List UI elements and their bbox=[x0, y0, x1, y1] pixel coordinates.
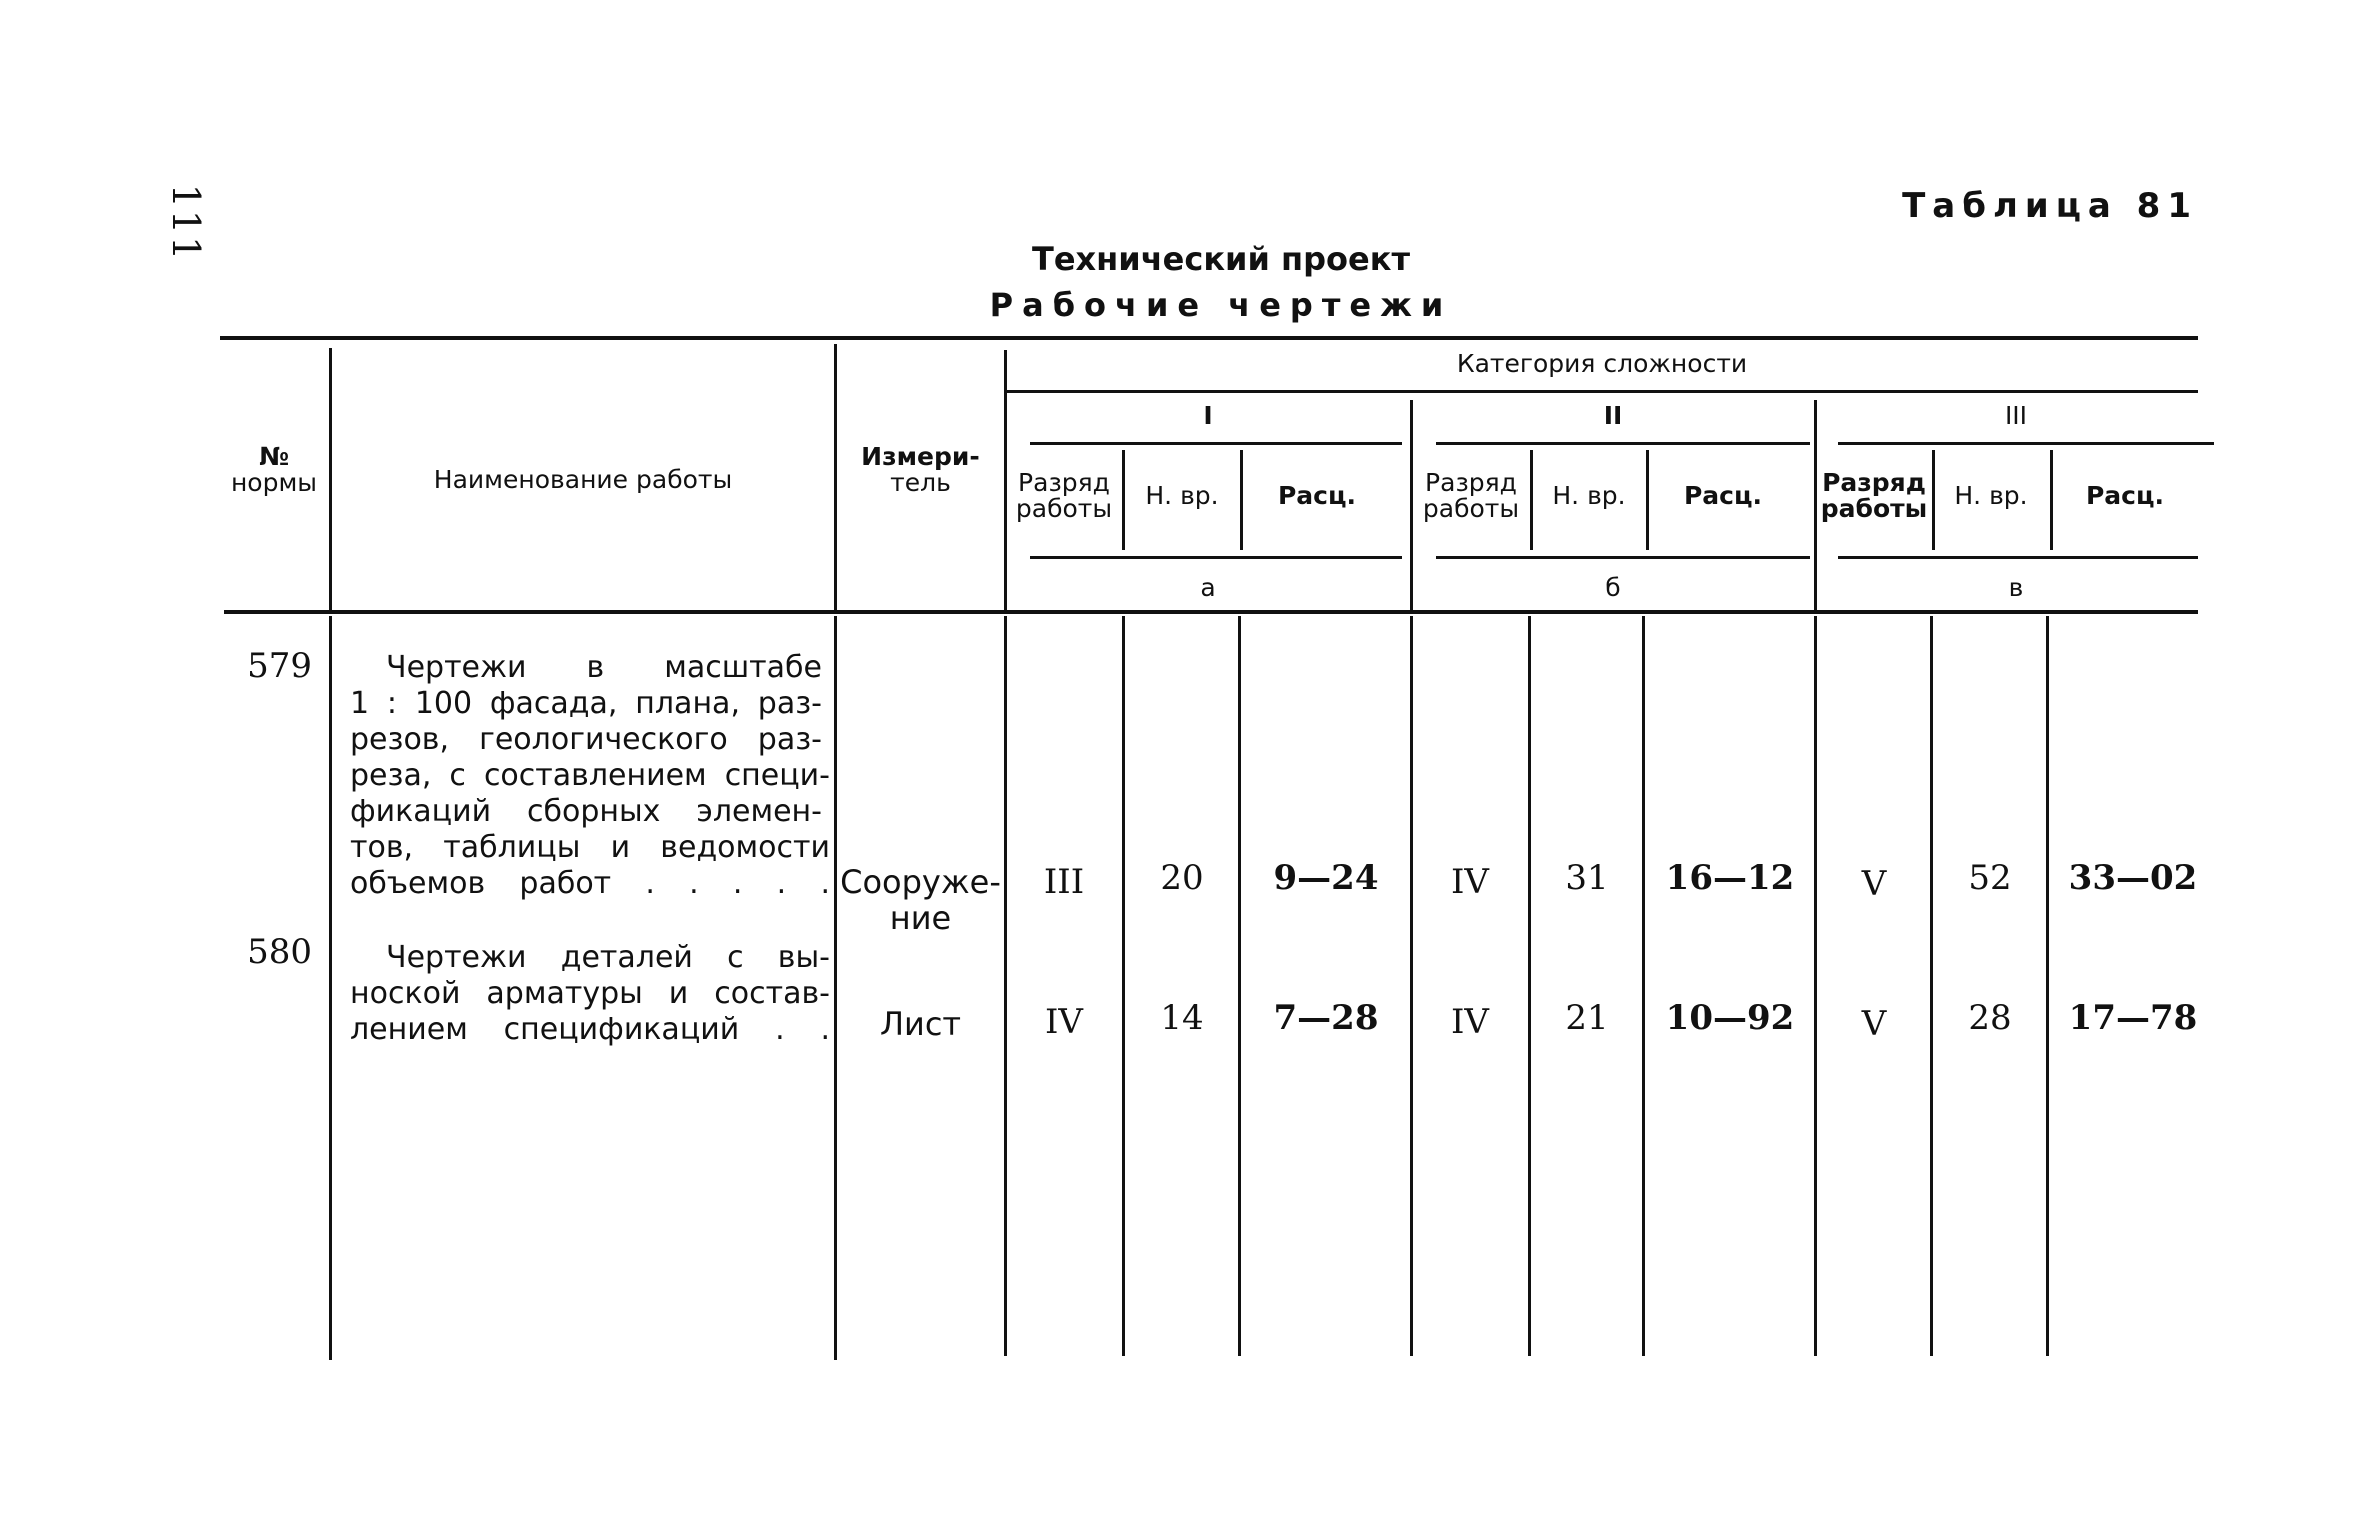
col-divider bbox=[329, 616, 332, 1360]
row-number: 579 bbox=[247, 646, 312, 686]
header-unit-line2: тель bbox=[890, 468, 951, 497]
col-divider bbox=[1930, 616, 1933, 1356]
description-line: Чертежи в масштабе bbox=[386, 650, 822, 685]
cat3-rule bbox=[1838, 442, 2214, 445]
header-grade bbox=[1006, 466, 1122, 526]
cat1-letter-rule bbox=[1030, 556, 1402, 559]
col-divider bbox=[1004, 616, 1007, 1356]
description-line: ноской арматуры и состав- bbox=[350, 976, 830, 1011]
unit-cell: Лист bbox=[879, 1005, 962, 1043]
header-unit bbox=[837, 440, 1004, 500]
header-letter-a: а bbox=[1200, 573, 1216, 602]
grade-cell: IV bbox=[1451, 862, 1489, 902]
header-grade-line2: работы bbox=[1422, 494, 1520, 523]
table-top-rule bbox=[220, 336, 2198, 340]
row-number: 580 bbox=[247, 932, 312, 972]
header-rate: Расц. bbox=[2085, 481, 2165, 510]
col-divider bbox=[1410, 616, 1413, 1356]
header-bottom-rule bbox=[224, 610, 2198, 614]
header-unit-line1: Измери- bbox=[861, 442, 980, 471]
header-category-2: II bbox=[1603, 401, 1623, 430]
rate-cell: 10—92 bbox=[1665, 998, 1795, 1038]
unit-cell bbox=[837, 864, 1004, 936]
page-number: 111 bbox=[164, 183, 208, 263]
rate-cell: 33—02 bbox=[2068, 858, 2198, 898]
description-line: Чертежи деталей с вы- bbox=[386, 940, 830, 975]
grade-cell: V bbox=[1861, 1004, 1887, 1044]
grade-cell: IV bbox=[1045, 1002, 1083, 1042]
header-grade-line2: работы bbox=[1015, 494, 1113, 523]
header-category-1: I bbox=[1203, 401, 1213, 430]
description-line: объемов работ . . . . . bbox=[350, 866, 830, 901]
time-norm-cell: 28 bbox=[1968, 998, 2012, 1038]
header-time-norm: Н. вр. bbox=[1954, 481, 2028, 510]
unit-line2: ние bbox=[889, 899, 952, 937]
header-time-norm: Н. вр. bbox=[1552, 481, 1626, 510]
description-line: реза, с составлением специ- bbox=[350, 758, 830, 793]
header-grade-line1: Разряд bbox=[1425, 468, 1517, 497]
time-norm-cell: 14 bbox=[1160, 998, 1204, 1038]
time-norm-cell: 20 bbox=[1160, 858, 1204, 898]
grade-cell: V bbox=[1861, 864, 1887, 904]
col-divider bbox=[834, 616, 837, 1360]
header-grade-line1: Разряд bbox=[1018, 468, 1110, 497]
header-rate: Расц. bbox=[1277, 481, 1357, 510]
description-line: тов, таблицы и ведомости bbox=[350, 830, 830, 865]
time-norm-cell: 31 bbox=[1565, 858, 1609, 898]
header-letter-v: в bbox=[2008, 573, 2024, 602]
rate-cell: 16—12 bbox=[1665, 858, 1795, 898]
col-divider bbox=[1642, 616, 1645, 1356]
header-norm-no bbox=[220, 440, 328, 500]
header-complexity: Категория сложности bbox=[1456, 349, 1748, 378]
col-divider bbox=[2046, 616, 2049, 1356]
header-grade bbox=[1412, 466, 1530, 526]
header-time-norm: Н. вр. bbox=[1145, 481, 1219, 510]
rate-cell: 7—28 bbox=[1273, 998, 1379, 1038]
table-subtitle: Рабочие чертежи bbox=[989, 286, 1453, 324]
header-grade-line2: работы bbox=[1820, 494, 1928, 523]
header-norm-no-line1: № bbox=[258, 442, 290, 471]
table-title: Технический проект bbox=[1031, 240, 1410, 278]
col-divider bbox=[1238, 616, 1241, 1356]
time-norm-cell: 21 bbox=[1565, 998, 1609, 1038]
description-line: 1 : 100 фасада, плана, раз- bbox=[350, 686, 822, 721]
complexity-rule bbox=[1006, 390, 2198, 393]
header-category-3: III bbox=[2004, 401, 2028, 430]
header-grade bbox=[1816, 466, 1932, 526]
header-grade-line1: Разряд bbox=[1822, 468, 1926, 497]
header-letter-b: б bbox=[1605, 573, 1621, 602]
rate-cell: 17—78 bbox=[2068, 998, 2198, 1038]
cat2-rule bbox=[1436, 442, 1810, 445]
description-line: лением спецификаций . . bbox=[350, 1012, 830, 1047]
rate-cell: 9—24 bbox=[1273, 858, 1379, 898]
col-divider bbox=[1814, 616, 1817, 1356]
unit-line1: Сооруже- bbox=[840, 863, 1001, 901]
table-label: Таблица 81 bbox=[1902, 186, 2198, 226]
cat1-rule bbox=[1030, 442, 1402, 445]
cat2-letter-rule bbox=[1436, 556, 1810, 559]
header-work-name: Наименование работы bbox=[433, 465, 733, 494]
description-line: фикаций сборных элемен- bbox=[350, 794, 822, 829]
time-norm-cell: 52 bbox=[1968, 858, 2012, 898]
description-line: резов, геологического раз- bbox=[350, 722, 822, 757]
col-divider bbox=[1122, 616, 1125, 1356]
grade-cell: III bbox=[1043, 862, 1085, 902]
grade-cell: IV bbox=[1451, 1002, 1489, 1042]
cat3-letter-rule bbox=[1838, 556, 2198, 559]
header-rate: Расц. bbox=[1683, 481, 1763, 510]
col-divider bbox=[1528, 616, 1531, 1356]
header-norm-no-line2: нормы bbox=[230, 468, 318, 497]
